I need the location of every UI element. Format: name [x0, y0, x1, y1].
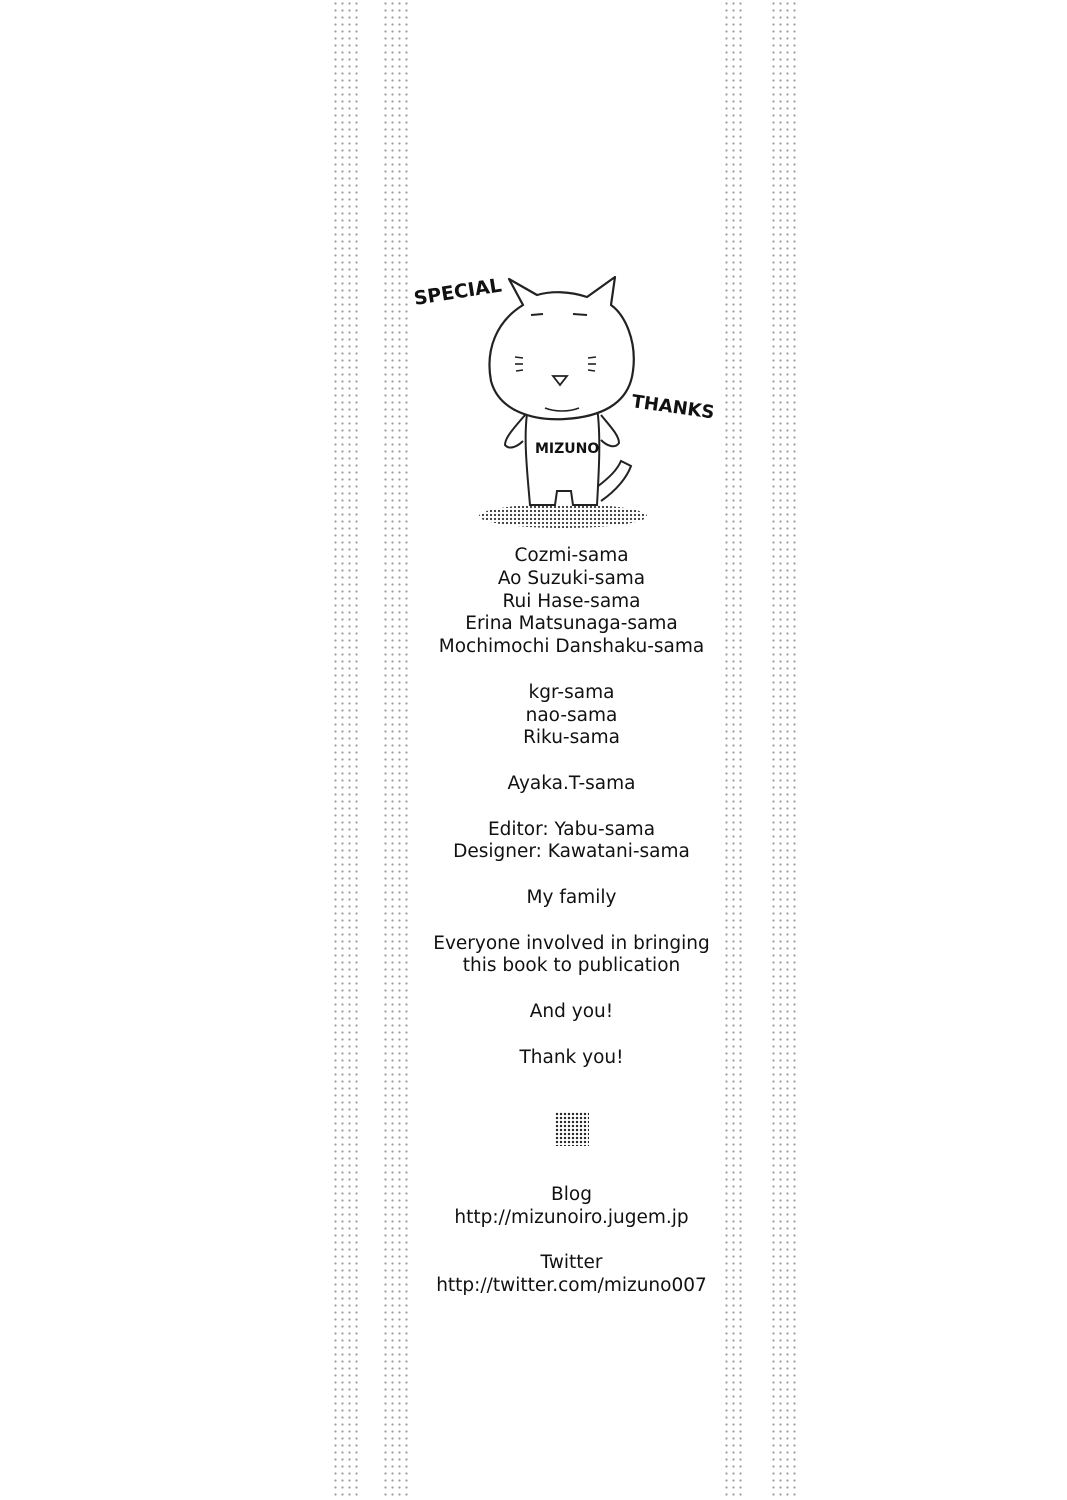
shirt-lettering: MIZUNO — [535, 441, 600, 457]
cat-shadow — [479, 504, 647, 528]
author-links — [410, 1184, 733, 1298]
credit-line: Ayaka.T-sama — [507, 772, 636, 794]
cat-arm-right — [601, 415, 619, 446]
cat-head — [489, 277, 633, 419]
credit-everyone: this book to publication — [462, 955, 681, 977]
credit-line: nao-sama — [525, 704, 618, 726]
cat-eye-left — [531, 314, 543, 315]
credit-line: Cozmi-sama — [514, 545, 629, 566]
credit-line: Ao Suzuki-sama — [497, 567, 646, 589]
cat-arm-left — [505, 415, 525, 448]
credit-line: kgr-sama — [528, 681, 615, 703]
blog-label: Blog — [551, 1184, 592, 1205]
credit-designer: Designer: Kawatani-sama — [453, 841, 690, 863]
credit-line: Erina Matsunaga-sama — [465, 613, 678, 635]
dotted-stripe-left-outer — [332, 0, 359, 1500]
credit-thank-you: Thank you! — [519, 1046, 624, 1068]
credit-editor: Editor: Yabu-sama — [487, 818, 656, 840]
cat-tail — [597, 461, 631, 501]
cat-mascot-illustration — [405, 265, 725, 530]
special-lettering: SPECIAL — [412, 274, 504, 310]
cat-eye-right — [573, 314, 587, 315]
blog-url[interactable]: http://mizunoiro.jugem.jp — [454, 1206, 689, 1228]
credit-line: Riku-sama — [523, 727, 620, 749]
credit-family: My family — [526, 886, 617, 908]
credit-line: Rui Hase-sama — [502, 590, 641, 612]
credit-and-you: And you! — [529, 1000, 614, 1022]
dotted-stripe-right-outer — [770, 0, 797, 1500]
dotted-stripe-left-inner — [382, 0, 410, 1500]
credit-line: Mochimochi Danshaku-sama — [438, 636, 705, 658]
special-thanks-credits — [410, 545, 733, 1069]
dotted-square-ornament — [555, 1112, 589, 1146]
twitter-label: Twitter — [540, 1252, 603, 1274]
credit-everyone: Everyone involved in bringing — [433, 932, 710, 954]
twitter-url[interactable]: http://twitter.com/mizuno007 — [436, 1275, 707, 1297]
thanks-lettering: THANKS — [630, 391, 716, 424]
